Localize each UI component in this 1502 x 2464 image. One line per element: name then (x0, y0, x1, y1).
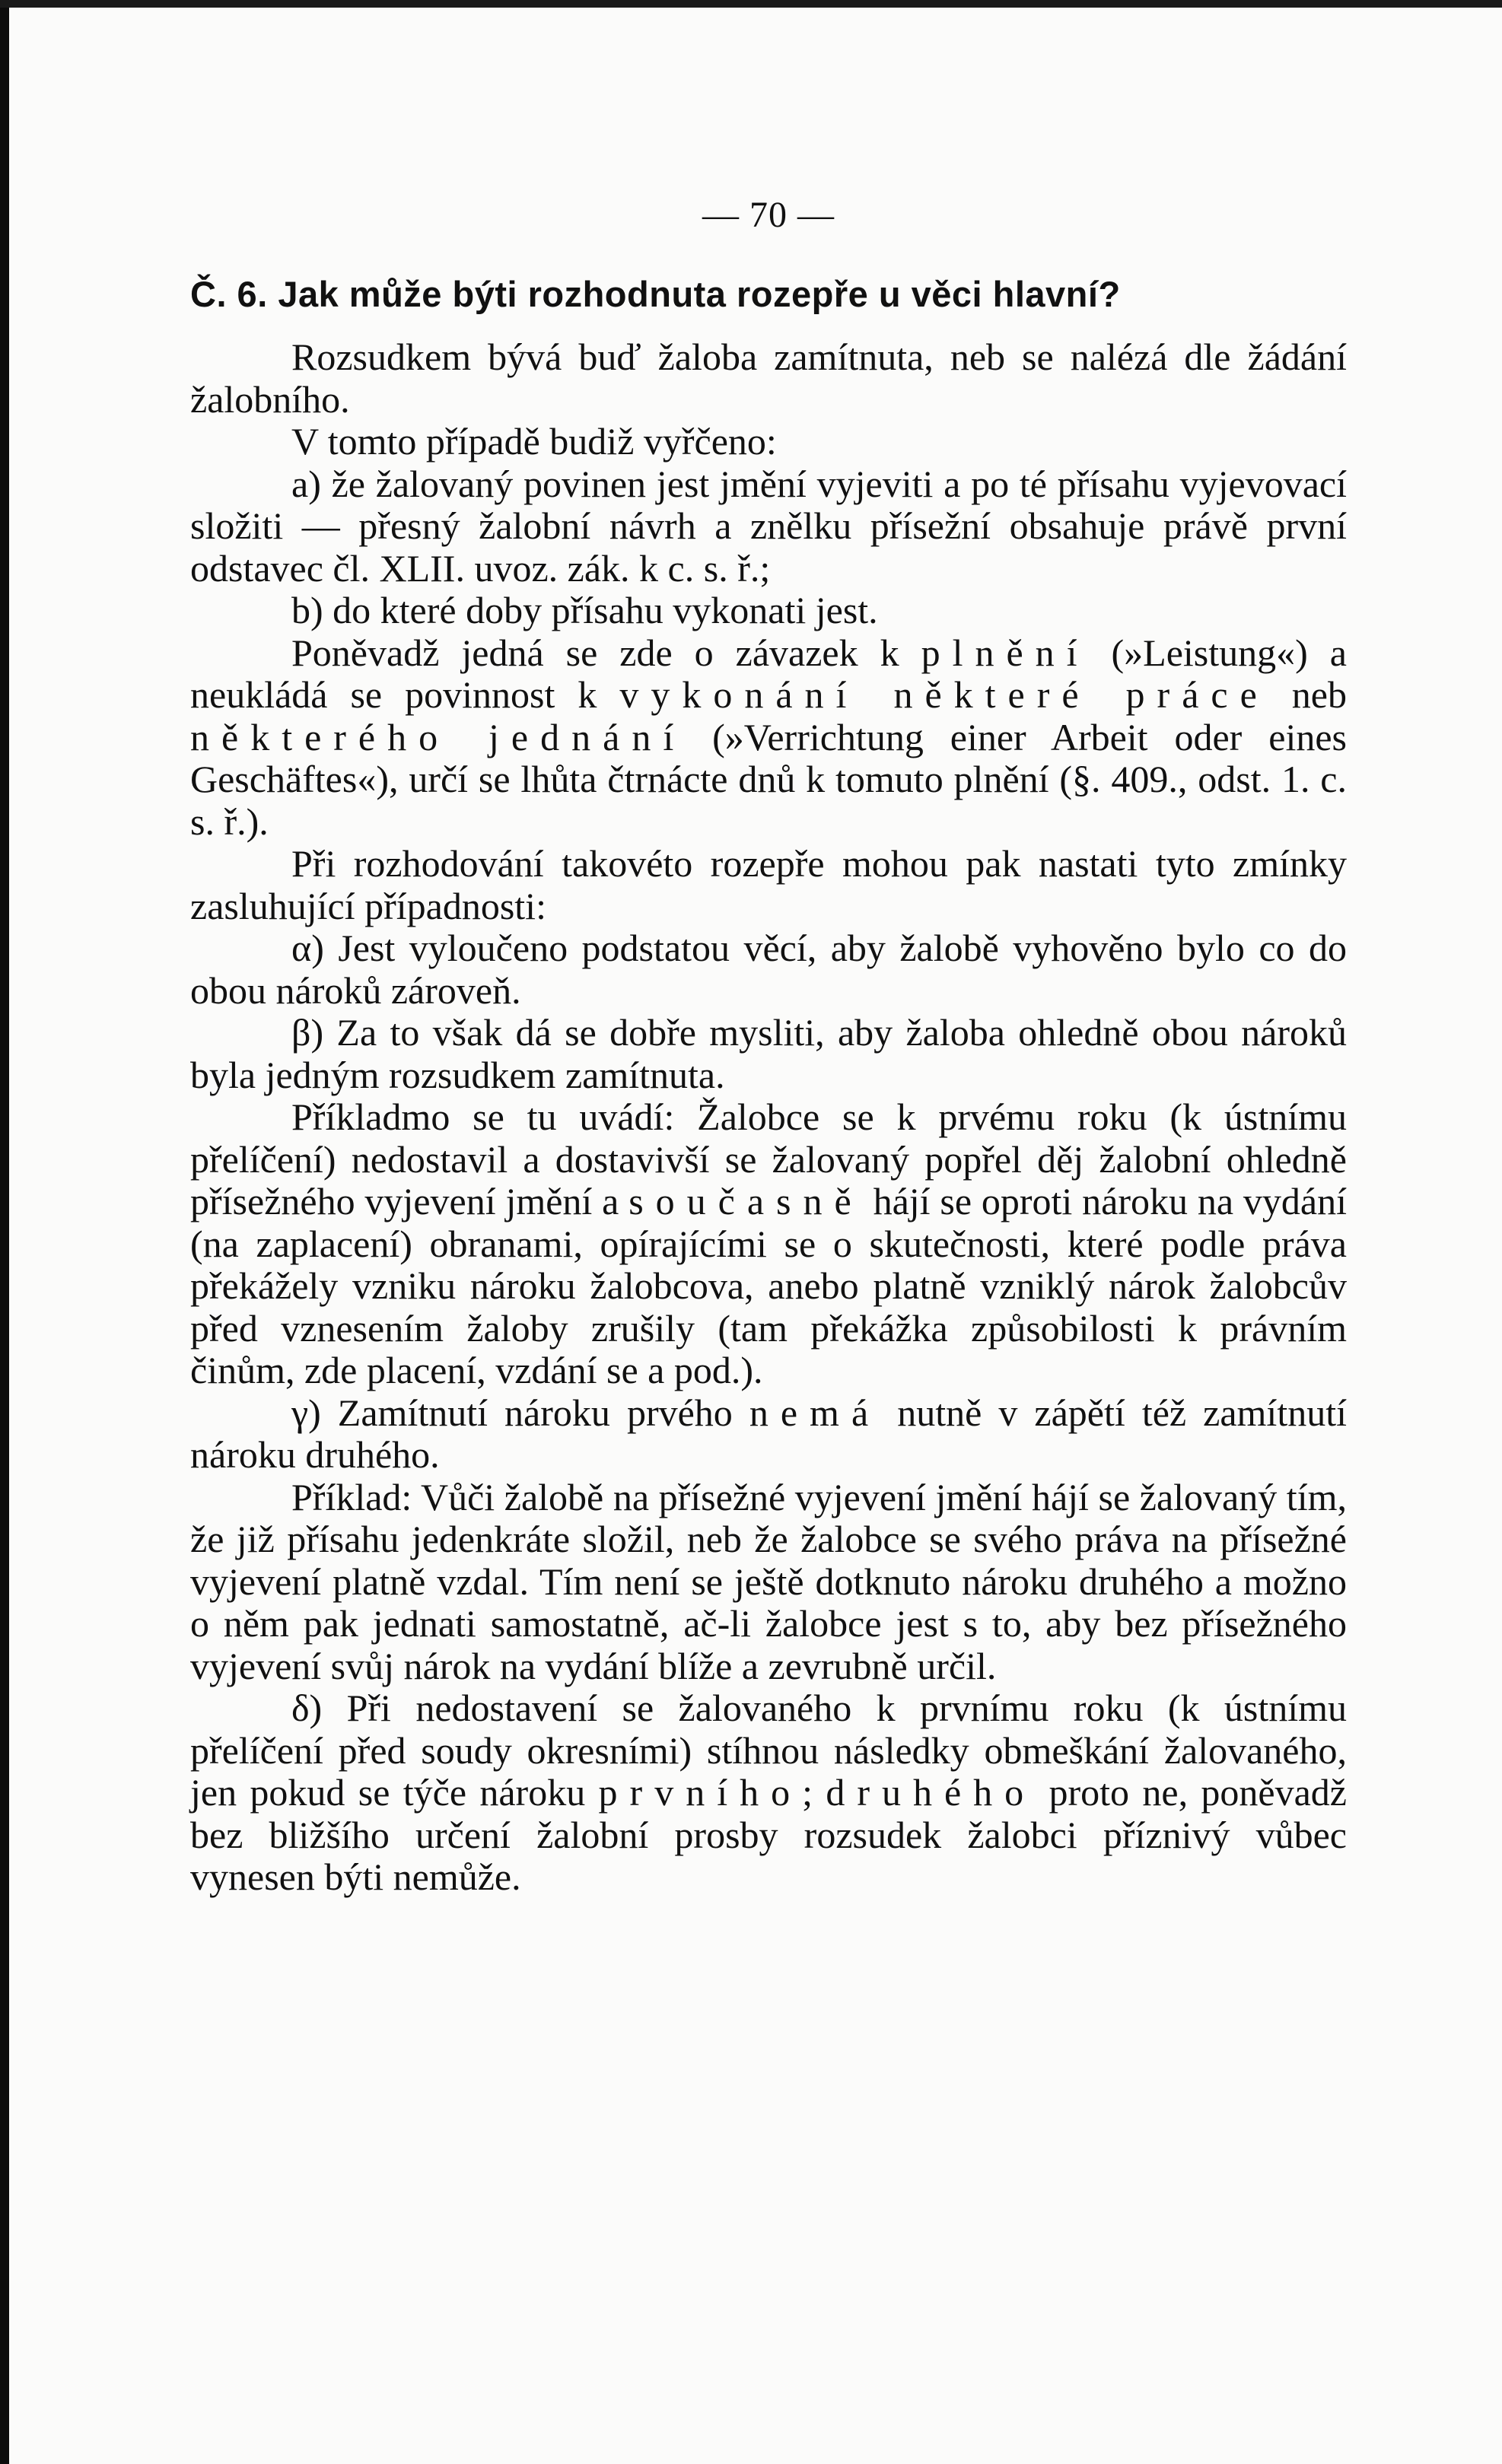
paragraph-beta: β) Za to však dá se dobře mysliti, aby žaloba ohledně obou nároků byla jedným rozsudkem zamítnuta. (190, 1011, 1347, 1096)
spaced-emphasis: nemá (749, 1391, 881, 1434)
spaced-emphasis: některého jednání (190, 715, 686, 758)
paragraph-alpha: α) Jest vyloučeno podstatou věcí, aby žalobě vyhověno bylo co do obou nároků zároveň. (190, 927, 1347, 1012)
paragraph-example-2: Příklad: Vůči žalobě na přísežné vyjevení jmění hájí se žalovaný tím, že již přísahu jedenkráte složil, neb že žalobce se svého práva na přísežné vyjevení platně vzdal. Tím není se ještě dotknuto nároku druhého a možno o něm pak jednati samostatně, ač-li žalobce jest s to, aby bez přísežného vyjevení svůj nárok na vydání blíže a zevrubně určil. (190, 1475, 1347, 1687)
spaced-emphasis: vykonání některé práce (619, 673, 1269, 716)
scan-edge-left (0, 0, 9, 2464)
text-run: (»Verrichtung einer Arbeit oder eines Geschäftes«), určí se lhůta čtrnácte dnů k tomuto plnění (§. 409., odst. 1. c. s. ř.). (190, 715, 1347, 843)
paragraph-delta (190, 1687, 1347, 1899)
spaced-emphasis: současně (628, 1180, 864, 1222)
spaced-emphasis: prvního (598, 1771, 803, 1814)
spaced-emphasis: plnění (921, 631, 1090, 674)
scan-edge-top (0, 0, 1502, 8)
spaced-emphasis: druhého (826, 1771, 1036, 1814)
paragraph-4: b) do které doby přísahu vykonati jest. (291, 589, 878, 631)
text-run: Příkladmo se tu uvádí: Žalobce se k prvému roku (k ústnímu přelíčení) nedostavil a dostavivší se žalovaný popřel děj žalobní ohledně přísežného vyjevení jmění a (190, 1095, 1347, 1222)
text-run: nutně v zápětí též zamítnutí nároku druhého. (190, 1391, 1347, 1476)
text-run: hájí se oproti nároku na vydání (na zaplacení) obranami, opírajícími se o skutečnosti, které podle práva překážely vzniku nároku žalobcova, anebo platně vzniklý nárok žalobcův před vznesením žaloby zrušily (tam překážka způsobilosti k právním činům, zde placení, vzdání se a pod.). (190, 1180, 1347, 1391)
paragraph-1: Rozsudkem bývá buď žaloba zamítnuta, neb se nalézá dle žádání žalobního. (190, 335, 1347, 421)
paragraph-example-1 (190, 1096, 1347, 1392)
paragraph-6: Při rozhodování takovéto rozepře mohou pak nastati tyto zmínky zasluhující případnosti: (190, 842, 1347, 927)
paragraph-3: a) že žalovaný povinen jest jmění vyjeviti a po té přísahu vyjevovací složiti — přesný žalobní návrh a znělku přísežní obsahuje právě první odstavec čl. XLII. uvoz. zák. k c. s. ř.; (190, 462, 1347, 590)
text-run: (»Leistung«) a neukládá se povinnost k (190, 631, 1347, 716)
text-run: γ) Zamítnutí nároku prvého (291, 1391, 749, 1434)
section-heading: Č. 6. Jak může býti rozhodnuta rozepře u věci hlavní? (190, 273, 1121, 314)
text-run: δ) Při nedostavení se žalovaného k prvnímu roku (k ústnímu přelíčení před soudy okresními) stíhnou následky obmeškání žalovaného, jen pokud se týče nároku (190, 1687, 1347, 1814)
text-run: ; (802, 1771, 826, 1814)
paragraph-2: V tomto případě budiž vyřčeno: (291, 420, 777, 463)
page-body (190, 194, 1347, 1899)
text-run: proto ne, poněvadž bez bližšího určení žalobní prosby rozsudek žalobci příznivý vůbec vynesen býti nemůže. (190, 1771, 1347, 1898)
text-run: neb (1268, 673, 1347, 716)
text-run: Poněvadž jedná se zde o závazek k (291, 631, 921, 674)
paragraph-gamma (190, 1392, 1347, 1477)
page-number: — 70 — (702, 195, 835, 235)
paragraph-5 (190, 632, 1347, 844)
